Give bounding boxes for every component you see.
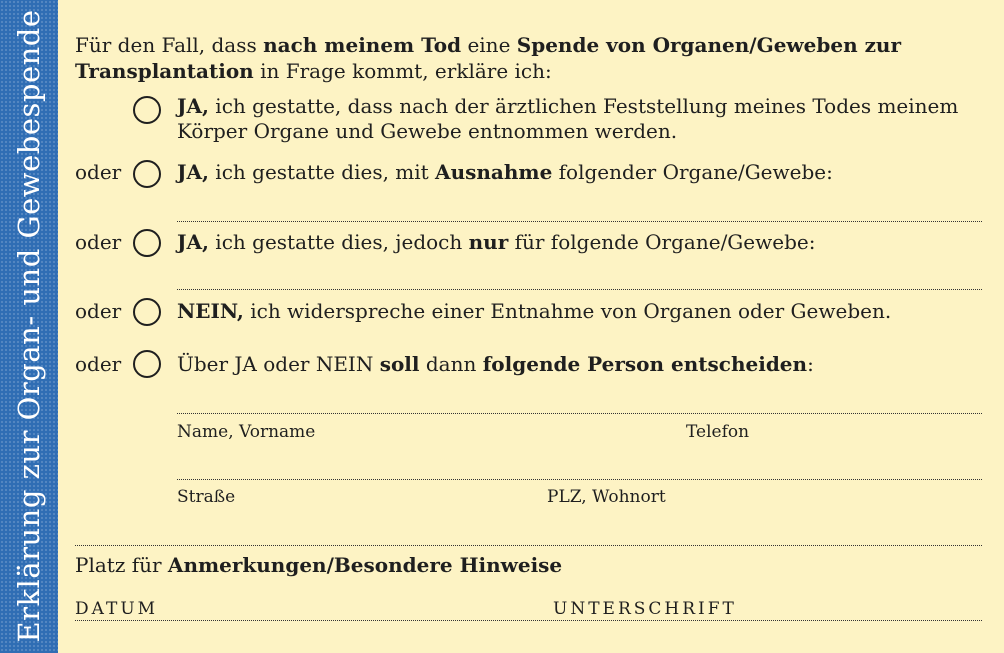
- option-nein-radio[interactable]: [133, 298, 161, 326]
- signature-label: UNTERSCHRIFT: [553, 599, 737, 619]
- option-bold: NEIN,: [177, 299, 244, 323]
- option-nein-text: [177, 299, 891, 323]
- address-field[interactable]: [177, 479, 982, 480]
- intro-part: Für den Fall, dass: [75, 33, 264, 57]
- intro-bold: Transplantation: [75, 59, 254, 83]
- option-person-radio[interactable]: [133, 350, 161, 378]
- option-text: ich widerspreche einer Entnahme von Organen oder Geweben.: [243, 299, 892, 323]
- notes-bold: Anmerkungen/Besondere Hinweise: [167, 553, 563, 577]
- oder-label: oder: [75, 299, 122, 323]
- oder-label: oder: [75, 160, 122, 184]
- option-text: folgender Organe/Gewebe:: [552, 160, 833, 184]
- option-text: für folgende Organe/Gewebe:: [508, 230, 816, 254]
- phone-label: Telefon: [686, 422, 750, 442]
- option-text: Körper Organe und Gewebe entnommen werden.: [177, 119, 678, 143]
- notes-label: [75, 553, 562, 577]
- option-bold: Ausnahme: [435, 160, 553, 184]
- name-phone-field[interactable]: [177, 413, 982, 414]
- street-label: Straße: [177, 487, 236, 507]
- city-label: PLZ, Wohnort: [547, 487, 666, 507]
- option-text: ich gestatte dies, jedoch: [208, 230, 469, 254]
- option-text: :: [807, 352, 814, 376]
- date-signature-field[interactable]: [75, 620, 982, 621]
- date-label: DATUM: [75, 599, 159, 619]
- option-bold: JA,: [177, 160, 209, 184]
- option-ja-only-radio[interactable]: [133, 229, 161, 257]
- option-bold: JA,: [177, 94, 209, 118]
- option-bold: soll: [379, 352, 420, 376]
- option-person-text: [177, 352, 814, 376]
- only-organs-field[interactable]: [177, 289, 982, 290]
- option-bold: nur: [468, 230, 509, 254]
- sidebar: [0, 0, 58, 653]
- option-ja-only-text: [177, 230, 815, 254]
- sidebar-title: Erklärung zur Organ- und Gewebespende: [12, 9, 46, 643]
- option-ja-all-radio[interactable]: [133, 96, 161, 124]
- option-text: Über JA oder NEIN: [177, 352, 380, 376]
- option-ja-all-text: [177, 94, 958, 144]
- notes-text: Platz für: [75, 553, 168, 577]
- intro-part: in Frage kommt, erkläre ich:: [253, 59, 552, 83]
- option-text: ich gestatte dies, mit: [208, 160, 436, 184]
- intro-bold: Spende von Organen/Geweben zur: [516, 33, 902, 57]
- option-ja-except-text: [177, 160, 833, 184]
- intro-part: eine: [461, 33, 517, 57]
- name-label: Name, Vorname: [177, 422, 316, 442]
- oder-label: oder: [75, 230, 122, 254]
- oder-label: oder: [75, 352, 122, 376]
- option-text: ich gestatte, dass nach der ärztlichen Feststellung meines Todes meinem: [208, 94, 959, 118]
- option-text: dann: [419, 352, 483, 376]
- except-organs-field[interactable]: [177, 221, 982, 222]
- notes-divider: [75, 545, 982, 546]
- option-ja-except-radio[interactable]: [133, 160, 161, 188]
- intro-bold: nach meinem Tod: [263, 33, 462, 57]
- option-bold: JA,: [177, 230, 209, 254]
- option-bold: folgende Person entscheiden: [482, 352, 808, 376]
- intro-text: [75, 32, 901, 84]
